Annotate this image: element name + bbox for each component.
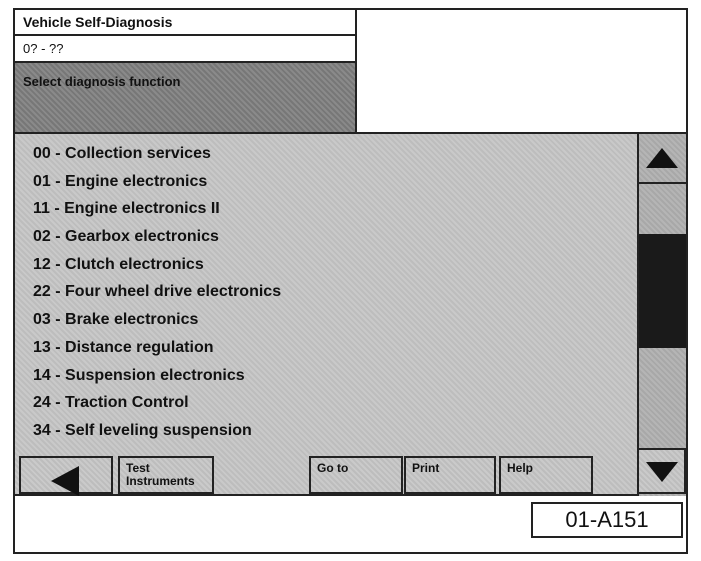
function-item-13[interactable]: 13 - Distance regulation: [33, 338, 214, 356]
scrollbar[interactable]: [637, 134, 686, 496]
function-item-02[interactable]: 02 - Gearbox electronics: [33, 228, 219, 246]
print-button[interactable]: [404, 456, 496, 494]
window-title: Vehicle Self-Diagnosis: [15, 10, 357, 36]
back-button[interactable]: [19, 456, 113, 494]
address-field: 0? - ??: [15, 36, 357, 63]
scroll-thumb[interactable]: [639, 234, 686, 348]
left-arrow-icon: [51, 466, 79, 496]
scroll-down-button[interactable]: [637, 448, 686, 494]
figure-reference: 01-A151: [531, 502, 683, 538]
instruction-panel: [15, 63, 357, 132]
help-label: Help: [507, 461, 534, 475]
function-item-11[interactable]: 11 - Engine electronics II: [33, 200, 220, 218]
function-item-24[interactable]: 24 - Traction Control: [33, 394, 189, 412]
test-instruments-label-line2: Instruments: [126, 474, 195, 488]
function-item-14[interactable]: 14 - Suspension electronics: [33, 366, 245, 384]
function-item-34[interactable]: 34 - Self leveling suspension: [33, 421, 252, 439]
print-label: Print: [412, 461, 440, 475]
instruction-text: Select diagnosis function: [23, 74, 181, 89]
help-button[interactable]: [499, 456, 593, 494]
function-item-01[interactable]: 01 - Engine electronics: [33, 172, 208, 190]
function-item-22[interactable]: 22 - Four wheel drive electronics: [33, 283, 282, 301]
function-item-03[interactable]: 03 - Brake electronics: [33, 311, 199, 329]
test-instruments-label-line1: Test: [126, 461, 150, 475]
diagnosis-window: [13, 8, 688, 554]
test-instruments-button[interactable]: [118, 456, 214, 494]
up-arrow-icon: [646, 148, 678, 168]
scroll-up-button[interactable]: [639, 134, 686, 184]
down-arrow-icon: [646, 462, 678, 482]
goto-label: Go to: [317, 461, 349, 475]
goto-button[interactable]: [309, 456, 403, 494]
function-list-area: [15, 132, 686, 496]
function-item-12[interactable]: 12 - Clutch electronics: [33, 255, 204, 273]
function-list: [33, 142, 281, 447]
function-item-00[interactable]: 00 - Collection services: [33, 145, 211, 162]
